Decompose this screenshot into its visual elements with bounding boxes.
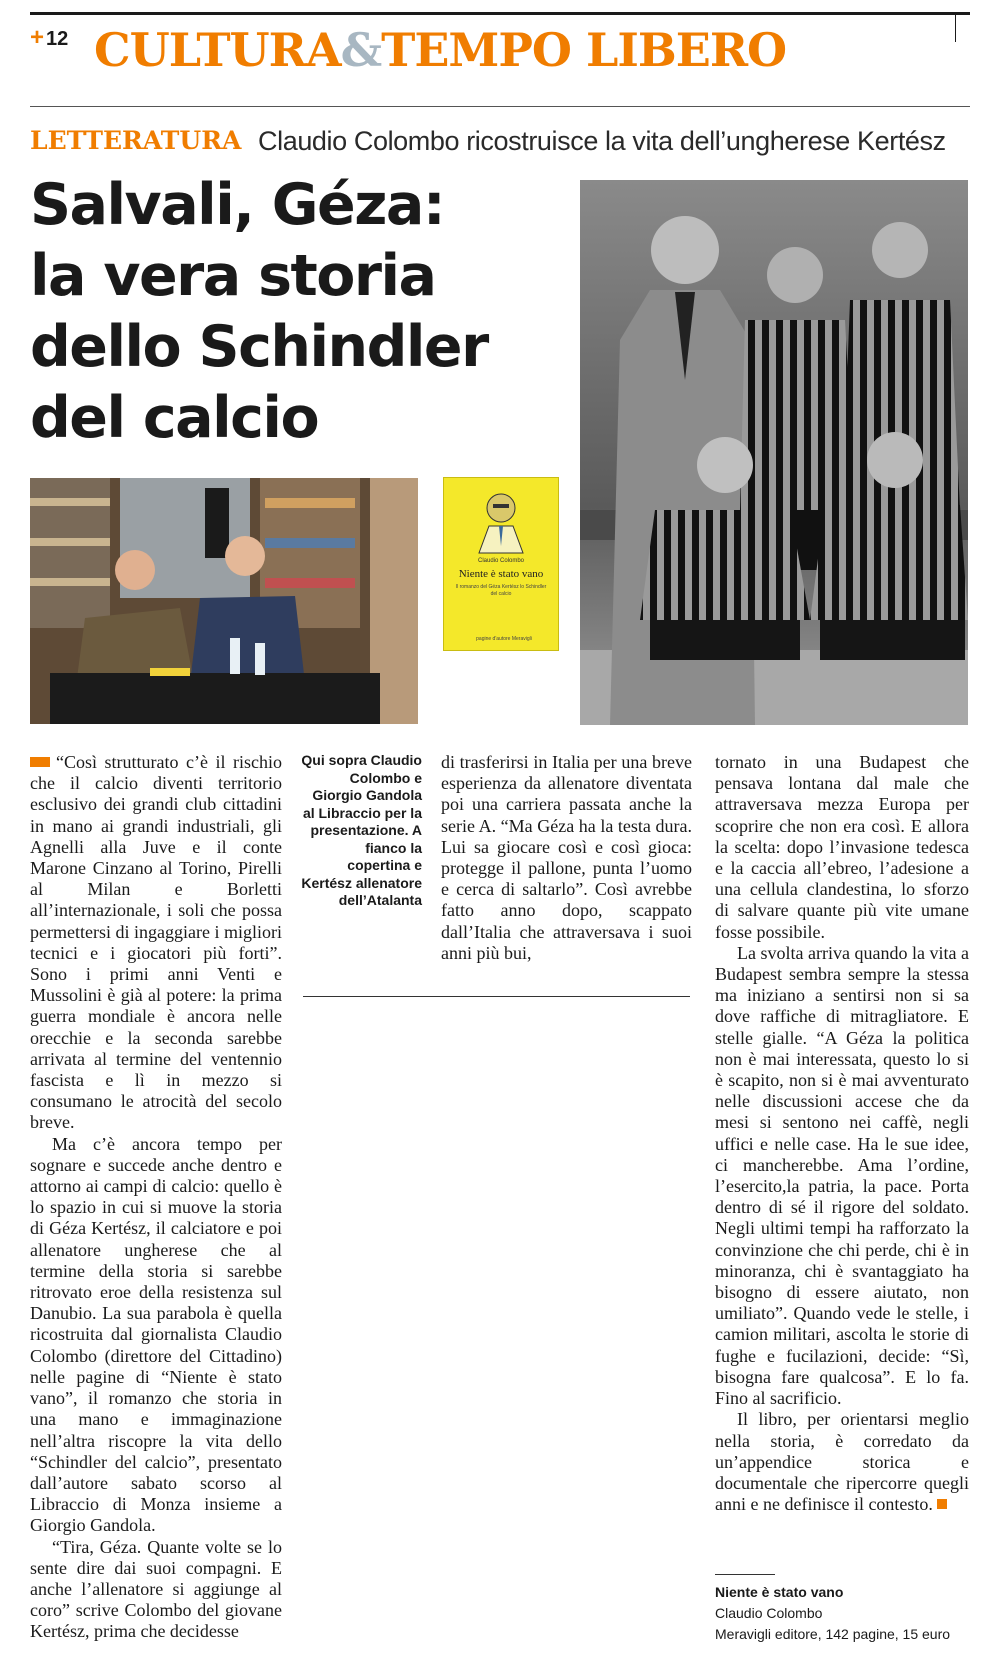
section-title-amp: & xyxy=(340,23,382,77)
team-photo-illustration xyxy=(580,180,968,725)
team-photo xyxy=(580,180,968,725)
library-photo-illustration xyxy=(30,478,418,724)
page-number-value: 12 xyxy=(46,28,69,50)
photo-caption: Qui sopra Claudio Colombo e Giorgio Gandola al Libraccio per la presentazione. A fianco la copertina e Kertész allenatore dell’Atalanta xyxy=(301,752,422,908)
article-column-2 xyxy=(441,752,692,964)
paragraph: tornato in una Budapest che pensava lontana dal male che attraversava mezza Europa per scoprire che non era così. E allora la scelta: dopo l’invasione tedesca e la caccia all’ebreo, l’adesione a una cellula clandestina, lo sforzo di salvare quante più vite umane fosse possibile. xyxy=(715,752,969,942)
headline-line: Salvali, Géza: xyxy=(30,172,445,238)
article-start-marker xyxy=(30,757,50,767)
paragraph-text: Il libro, per orientarsi meglio nella storia, è corredato da un’appendice storica e documentale che ripercorre quegli anni e ne definisce il contesto. xyxy=(715,1409,969,1515)
paragraph: di trasferirsi in Italia per una breve esperienza da allenatore diventata poi una carriera passata anche la serie A. “Ma Géza ha la testa dura. Lui sa giocare così e così gioca: protegge il pallone, punta l’uomo e cerca di saltarlo”. Così avrebbe fatto anno dopo, scappato dall’Italia che attraversava i suoi anni più bui, xyxy=(441,752,692,963)
book-cover-subtitle: Il romanzo del Géza Kertész lo Schindler del calcio xyxy=(455,584,547,597)
article-column-1 xyxy=(30,752,282,1643)
section-title-part2: TEMPO LIBERO xyxy=(381,23,787,77)
book-cover-publisher: pagine d'autore Meravigli xyxy=(476,636,532,642)
column-divider xyxy=(303,996,690,997)
headline-line: la vera storia xyxy=(30,243,436,309)
paragraph: La svolta arriva quando la vita a Budapest sembra sempre la stessa ma iniziano a sentirsi non si sa dove raffiche di mitragliatore. E stelle gialle. “A Géza la politica non è mai interessata, questo lo si è scapito, non si è mai avventurato nelle discussioni accese che da mesi si sentono nei caffè, negli uffici e nelle case. Ha le sue idee, ci mancherebbe. Ama l’ordine, l’esercito,la patria, la pace. Porta dentro di sé il rigore del soldato. Negli ultimi tempi ha rafforzato la convinzione che chi perde, chi è in minoranza, chi è svantaggiato ha bisogno di essere aiutato, non umiliato”. Quando vede le stelle, i camion militari, ascolta le storie di fughe e fucilazioni, decide: “Sì, bisogna fare qualcosa”. E lo fa. Fino al sacrificio. xyxy=(715,942,969,1409)
page-number xyxy=(30,24,68,52)
plus-icon: + xyxy=(30,24,45,51)
book-box-details: Meravigli editore, 142 pagine, 15 euro xyxy=(715,1626,951,1642)
kicker-text: Claudio Colombo ricostruisce la vita dell’ungherese Kertész xyxy=(258,126,946,156)
library-photo xyxy=(30,478,418,724)
top-rule xyxy=(30,12,970,15)
headline-line: del calcio xyxy=(30,385,319,451)
paragraph: “Tira, Géza. Quante volte se lo sente dire dai suoi compagni. E anche l’allenatore si aggiunge al coro” scrive Colombo del giovane Kertész, prima che decidesse xyxy=(30,1536,282,1642)
paragraph xyxy=(30,752,282,1134)
headline xyxy=(30,170,570,454)
top-rule-tick xyxy=(955,12,956,42)
paragraph-text: “Così strutturato c’è il rischio che il calcio diventi territorio esclusivo dei grandi club cittadini in mano ai grandi industriali, gli Agnelli alla Juve e il conte Marone Cinzano al Torino, Pirelli al Milan e Borletti all’internazionale, i soli che possa permettersi di ingaggiare i migliori tecnici e i giocatori più forti”. Sono i primi anni Venti e Mussolini è già al potere: la prima guerra mondiale è ancora nelle orecchie e la seconda sarebbe arrivata al termine del ventennio fascista e lì in mezzo si consumano le atrocità del secolo breve. xyxy=(30,752,282,1133)
paragraph xyxy=(715,1409,969,1515)
header-divider xyxy=(30,106,970,107)
book-cover xyxy=(444,478,558,650)
paragraph: Ma c’è ancora tempo per sognare e succede anche dentro e attorno ai campi di calcio: quello è lo spazio in cui si muove la storia di Géza Kertész, il calciatore e poi allenatore ungherese che al termine della storia si sarebbe ritrovato eroe della resistenza sul Danubio. La sua parabola è quella ricostruita dal giornalista Claudio Colombo (direttore del Cittadino) nelle pagine di “Niente è stato vano”, il romanzo che storia in una mano e immaginazione nell’altra riscopre la vita dello “Schindler del calcio”, presentato dall’autore sabato scorso al Libraccio di Monza insieme a Giorgio Gandola. xyxy=(30,1133,282,1536)
book-cover-title: Niente è stato vano xyxy=(458,568,544,580)
article-end-marker xyxy=(937,1499,947,1509)
book-box-rule xyxy=(715,1574,775,1575)
book-cover-author: Claudio Colombo xyxy=(477,558,525,564)
kicker-label: LETTERATURA xyxy=(30,126,242,155)
cover-portrait-illustration xyxy=(444,478,558,558)
article-column-3 xyxy=(715,752,969,1515)
book-box-author: Claudio Colombo xyxy=(715,1605,823,1621)
section-title-part1: CULTURA xyxy=(94,23,341,77)
headline-line: dello Schindler xyxy=(30,314,488,380)
section-title xyxy=(94,22,786,78)
book-box-title: Niente è stato vano xyxy=(715,1584,844,1600)
